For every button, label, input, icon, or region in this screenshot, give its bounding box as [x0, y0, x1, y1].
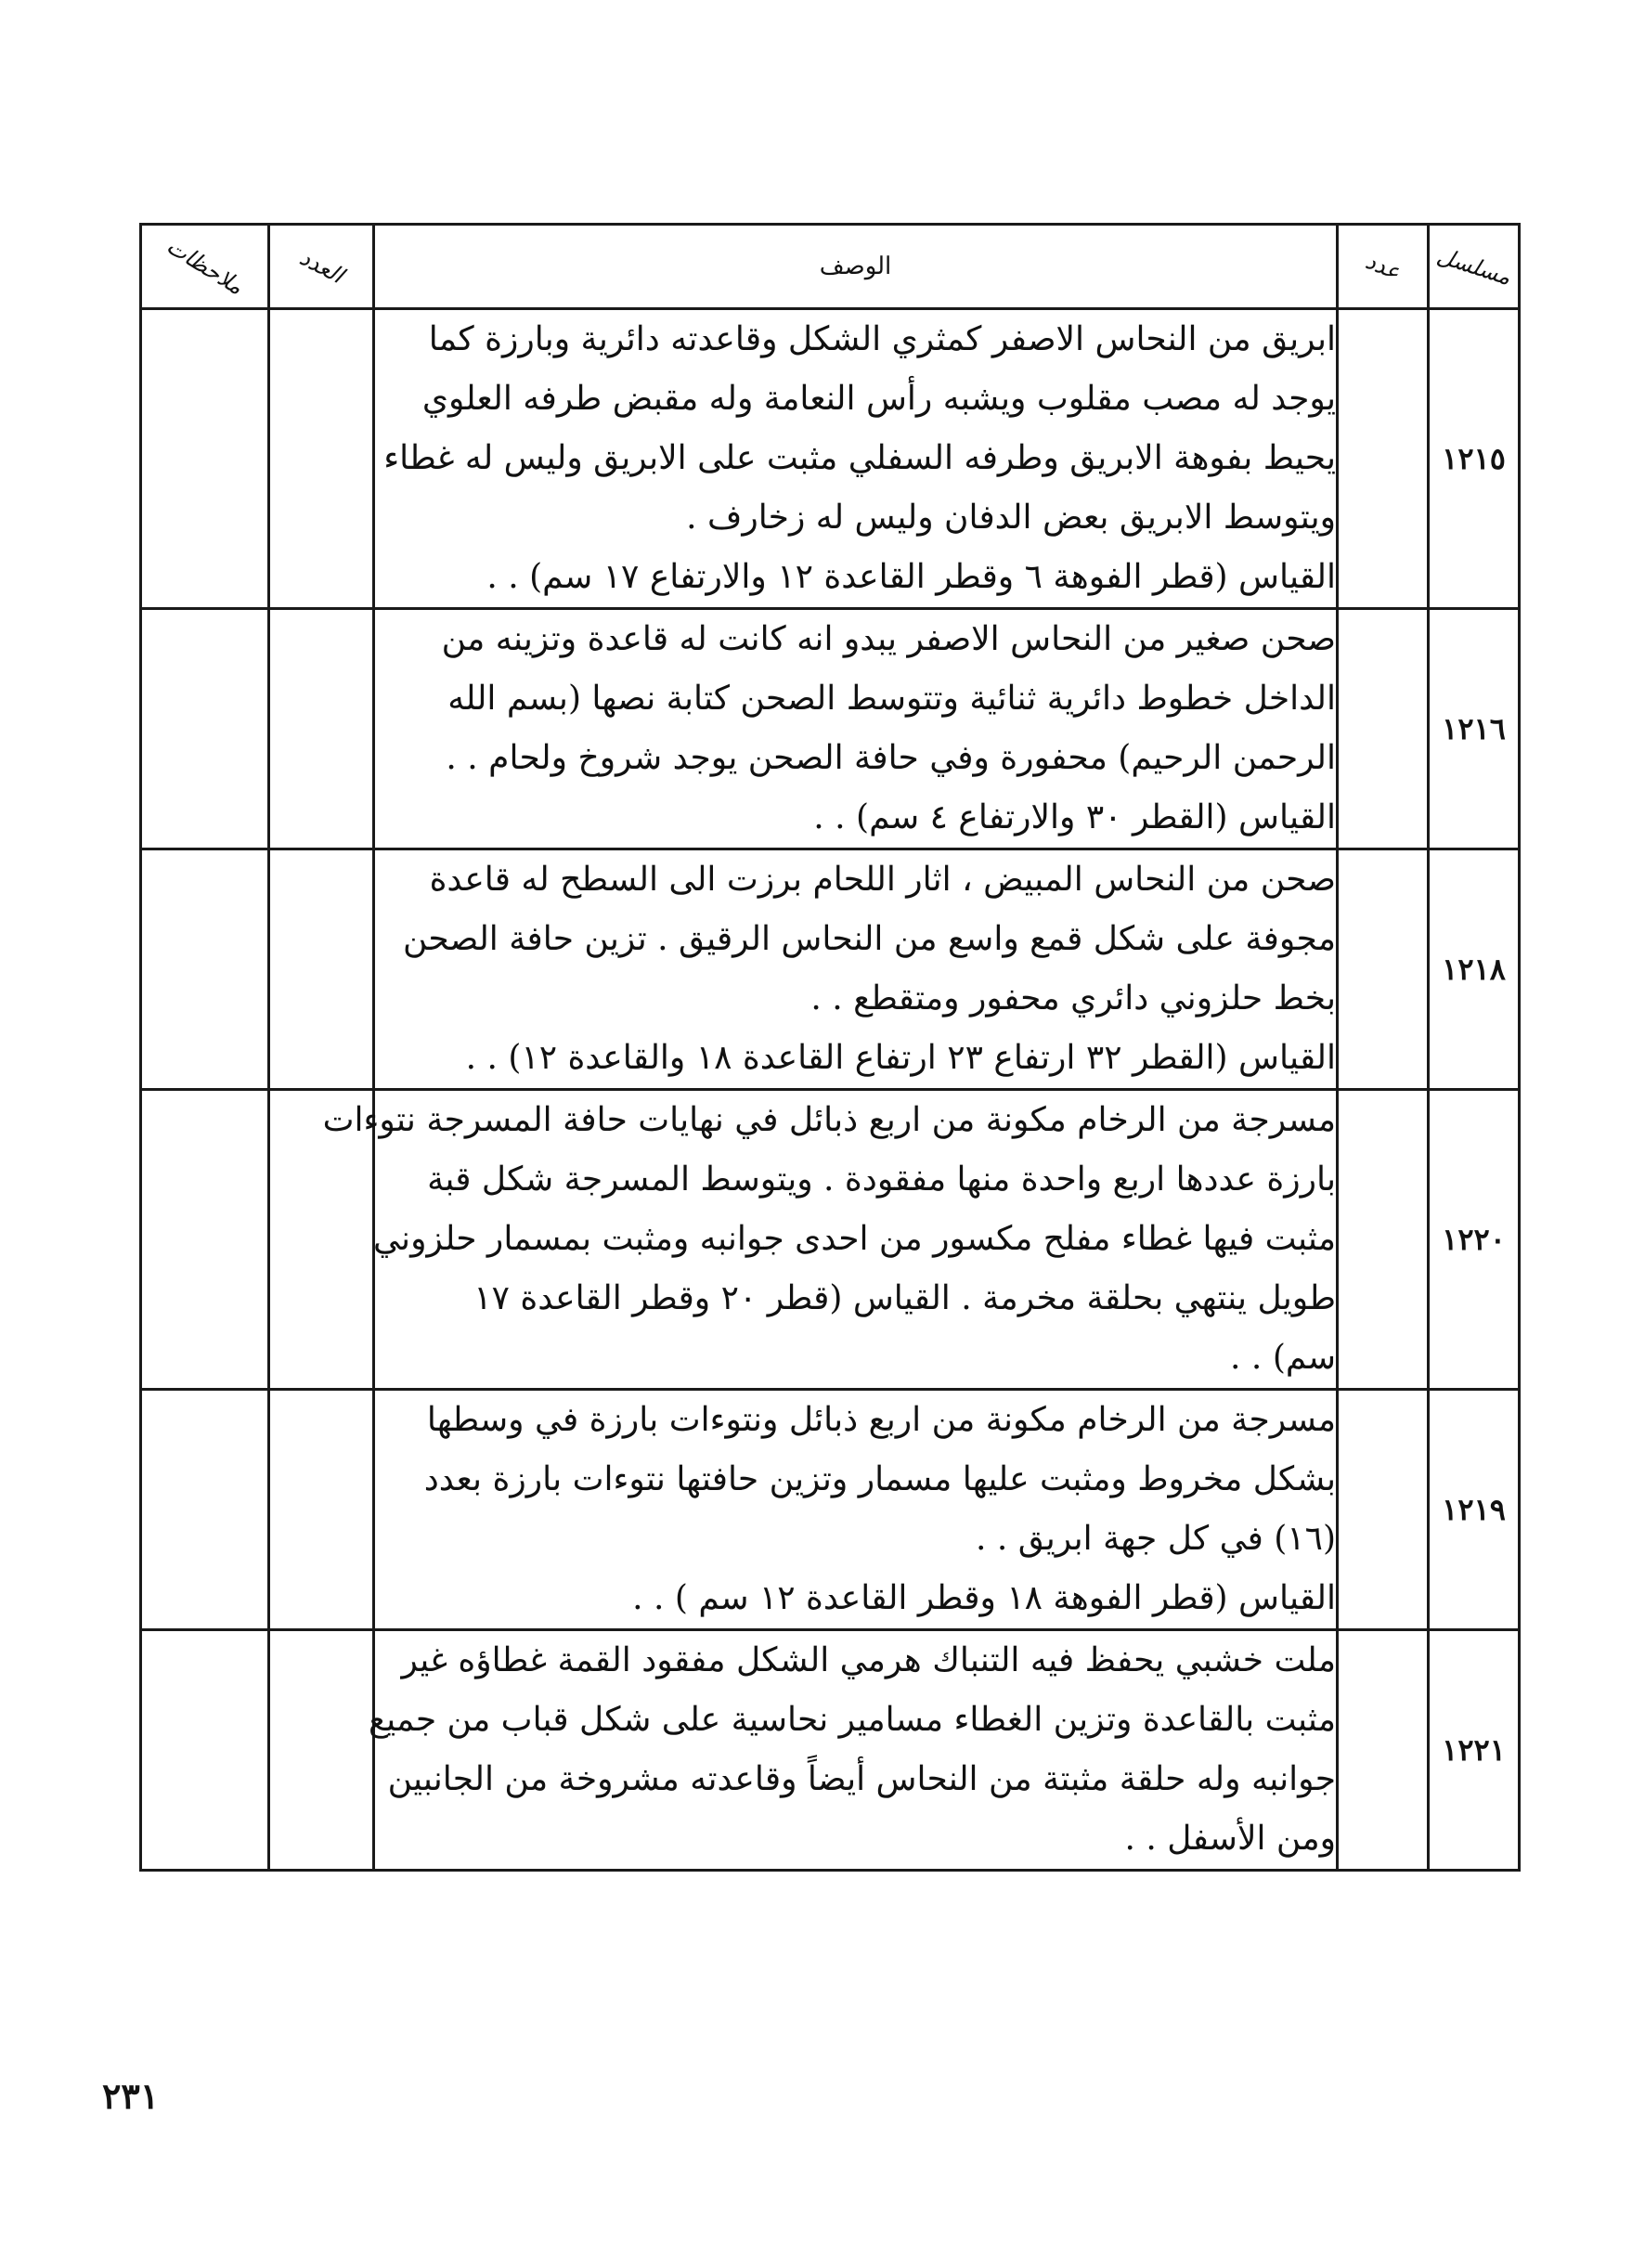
header-number: عدد — [1338, 225, 1429, 309]
page-number: ٢٣١ — [102, 2075, 160, 2117]
row-count-cell — [269, 609, 374, 849]
row-count-cell — [269, 309, 374, 609]
description-line: القياس (قطر الفوهة ١٨ وقطر القاعدة ١٢ سم ) . . — [632, 1579, 1336, 1617]
table-row — [141, 1630, 1520, 1871]
row-serial: ١٢٢١ — [1429, 1630, 1520, 1871]
description-line: الرحمن الرحيم) محفورة وفي حافة الصحن يوجد شروخ ولحام . . — [446, 739, 1336, 777]
row-notes-cell — [141, 609, 269, 849]
description-line: بارزة عددها اربع واحدة منها مفقودة . ويتوسط المسرجة شكل قبة — [427, 1160, 1336, 1199]
table-row — [141, 309, 1520, 609]
description-line: ملت خشبي يحفظ فيه التنباك هرمي الشكل مفقود القمة غطاؤه غير — [401, 1641, 1336, 1679]
row-number-cell — [1338, 1390, 1429, 1630]
row-number-cell — [1338, 1630, 1429, 1871]
row-serial: ١٢١٥ — [1429, 309, 1520, 609]
description-line: صحن من النحاس المبيض ، اثار اللحام برزت الى السطح له قاعدة — [429, 861, 1336, 899]
header-notes: ملاحظات — [141, 225, 269, 309]
description-line: مسرجة من الرخام مكونة من اربع ذبائل ونتوءات بارزة في وسطها — [426, 1401, 1336, 1439]
description-line: بخط حلزوني دائري محفور ومتقطع . . — [810, 979, 1336, 1017]
description-line: مجوفة على شكل قمع واسع من النحاس الرقيق . تزين حافة الصحن — [402, 920, 1336, 958]
row-count-cell — [269, 849, 374, 1090]
description-line: يوجد له مصب مقلوب ويشبه رأس النعامة وله مقبض طرفه العلوي — [421, 380, 1336, 418]
description-line: صحن صغير من النحاس الاصفر يبدو انه كانت له قاعدة وتزينه من — [441, 620, 1336, 658]
description-line: الداخل خطوط دائرية ثنائية وتتوسط الصحن كتابة نصها (بسم الله — [447, 680, 1336, 718]
description-line: مسرجة من الرخام مكونة من اربع ذبائل في نهايات حافة المسرجة نتوءات — [322, 1101, 1336, 1139]
table-row — [141, 849, 1520, 1090]
header-serial: مسلسل — [1429, 225, 1520, 309]
description-line: (١٦) في كل جهة ابريق . . — [975, 1520, 1336, 1558]
row-serial: ١٢١٨ — [1429, 849, 1520, 1090]
description-line: بشكل مخروط ومثبت عليها مسمار وتزين حافتها نتوءات بارزة بعدد — [423, 1460, 1336, 1498]
row-notes-cell — [141, 309, 269, 609]
description-line: سم) . . — [1230, 1339, 1336, 1377]
table-row — [141, 609, 1520, 849]
row-description — [374, 609, 1338, 849]
table-header-row — [141, 225, 1520, 309]
row-serial: ١٢١٦ — [1429, 609, 1520, 849]
description-line: مثبت فيها غطاء مفلح مكسور من احدى جوانبه ومثبت بمسمار حلزوني — [373, 1220, 1336, 1258]
row-serial: ١٢١٩ — [1429, 1390, 1520, 1630]
table-row — [141, 1090, 1520, 1390]
header-description: الوصف — [374, 225, 1338, 309]
row-description — [369, 1630, 1338, 1871]
description-line: القياس (القطر ٣٢ ارتفاع ٢٣ ارتفاع القاعدة ١٨ والقاعدة ١٢) . . — [465, 1039, 1336, 1077]
row-notes-cell — [141, 849, 269, 1090]
row-description — [374, 1390, 1338, 1630]
table-row — [141, 1390, 1520, 1630]
row-number-cell — [1338, 309, 1429, 609]
artifact-register-table — [139, 223, 1521, 1872]
description-line: طويل ينتهي بحلقة مخرمة . القياس (قطر ٢٠ وقطر القاعدة ١٧ — [473, 1279, 1336, 1317]
row-notes-cell — [141, 1630, 269, 1871]
row-count-cell — [269, 1630, 374, 1871]
description-line: القياس (القطر ٣٠ والارتفاع ٤ سم) . . — [813, 798, 1336, 836]
row-description — [374, 849, 1338, 1090]
row-count-cell — [269, 1390, 374, 1630]
row-notes-cell — [141, 1390, 269, 1630]
row-notes-cell — [141, 1090, 269, 1390]
description-line: جوانبه وله حلقة مثبتة من النحاس أيضاً وقاعدته مشروخة من الجانبين — [387, 1760, 1336, 1798]
row-number-cell — [1338, 849, 1429, 1090]
description-line: ابريق من النحاس الاصفر كمثري الشكل وقاعدته دائرية وبارزة كما — [428, 320, 1336, 358]
row-number-cell — [1338, 609, 1429, 849]
header-count: العدد — [269, 225, 374, 309]
description-line: ومن الأسفل . . — [1124, 1820, 1336, 1858]
description-line: ويتوسط الابريق بعض الدفان وليس له زخارف . — [686, 499, 1336, 537]
description-line: مثبت بالقاعدة وتزين الغطاء مسامير نحاسية على شكل قباب من جميع — [369, 1701, 1336, 1739]
row-description — [374, 309, 1338, 609]
description-line: يحيط بفوهة الابريق وطرفه السفلي مثبت على الابريق وليس له غطاء — [383, 439, 1336, 477]
row-serial: ١٢٢٠ — [1429, 1090, 1520, 1390]
row-description — [322, 1090, 1338, 1390]
description-line: القياس (قطر الفوهة ٦ وقطر القاعدة ١٢ والارتفاع ١٧ سم) . . — [486, 558, 1336, 596]
row-number-cell — [1338, 1090, 1429, 1390]
